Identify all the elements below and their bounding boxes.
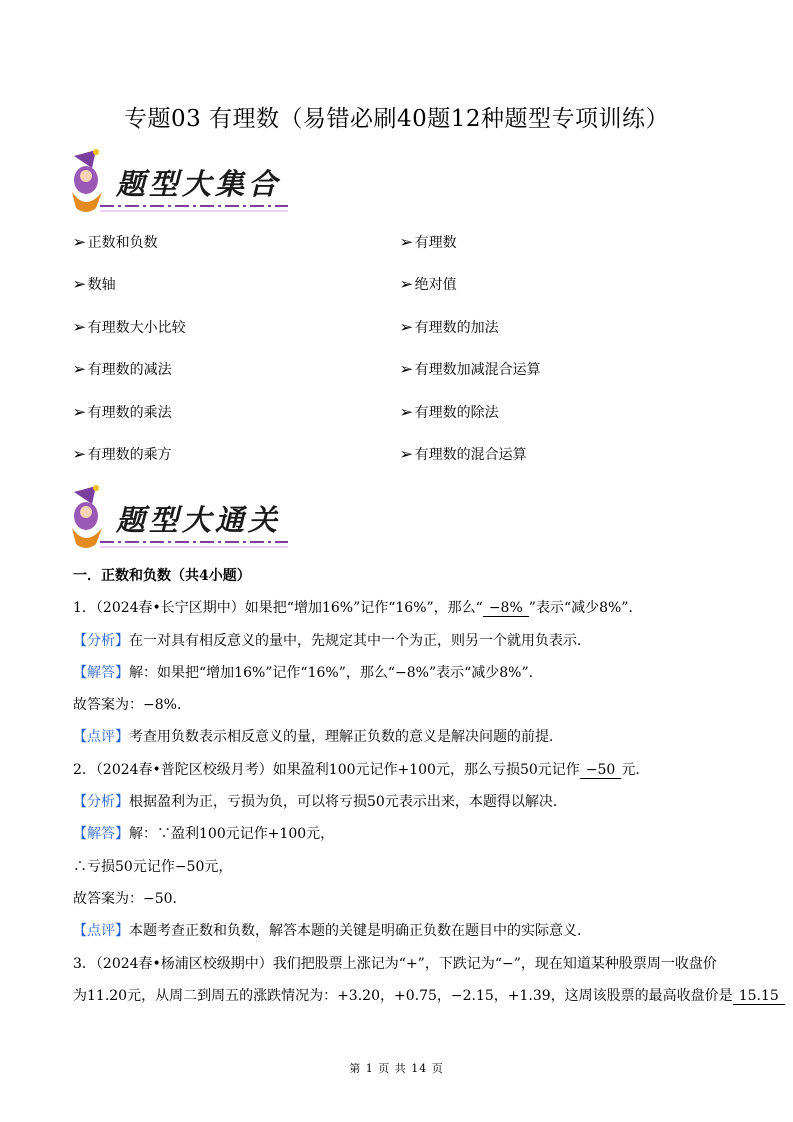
- analysis-tag: 【分析】: [73, 794, 129, 811]
- question-2: 2．（2024春•普陀区校级月考）如果盈利100元记作+100元，那么亏损50元记作 −50 元．: [73, 761, 650, 778]
- q1-result: 故答案为：−8%．: [73, 697, 191, 714]
- answer-blank: −8%: [483, 600, 529, 617]
- topic-item: ➢ 有理数的除法: [399, 402, 499, 421]
- topic-item: ➢ 正数和负数: [72, 232, 158, 251]
- arrow-bullet-icon: ➢: [399, 317, 414, 336]
- q2-step: ∴亏损50元记作−50元，: [73, 858, 233, 875]
- q1-answer: 【解答】解：如果把“增加16%”记作“16%”，那么“−8%”表示“减少8%”．: [73, 664, 543, 681]
- question-3-line-2: 为11.20元，从周二到周五的涨跌情况为：+3.20，+0.75，−2.15，+1.39，这周该股票的最高收盘价是 15.15: [73, 986, 723, 1006]
- section-banner-practice: [66, 484, 298, 556]
- topic-item: ➢ 有理数的乘法: [72, 402, 172, 421]
- topic-item: ➢ 有理数大小比较: [72, 317, 186, 336]
- arrow-bullet-icon: ➢: [72, 232, 87, 251]
- arrow-bullet-icon: ➢: [399, 360, 414, 379]
- q2-answer: 【解答】解：∵盈利100元记作+100元，: [73, 826, 335, 843]
- page-footer: 第 1 页 共 14 页: [349, 1062, 444, 1075]
- arrow-bullet-icon: ➢: [72, 360, 87, 379]
- topic-item: ➢ 数轴: [72, 275, 116, 294]
- section-banner-collection: [66, 148, 298, 220]
- answer-blank: −50: [580, 762, 622, 779]
- arrow-bullet-icon: ➢: [72, 317, 87, 336]
- q1-comment: 【点评】考查用负数表示相反意义的量，理解正负数的意义是解决问题的前提．: [73, 729, 563, 746]
- topic-item: ➢ 有理数: [399, 232, 457, 251]
- q1-analysis: 【分析】在一对具有相反意义的量中，先规定其中一个为正，则另一个就用负表示．: [73, 632, 591, 649]
- topic-item: ➢ 有理数的加法: [399, 317, 499, 336]
- question-1: 1．（2024春•长宁区期中）如果把“增加16%”记作“16%”，那么“ −8% ”表示“减少8%”．: [73, 600, 643, 617]
- arrow-bullet-icon: ➢: [72, 275, 87, 294]
- page-title: 专题03 有理数（易错必刷40题12种题型专项训练）: [123, 106, 670, 132]
- q2-analysis: 【分析】根据盈利为正，亏损为负，可以将亏损50元表示出来，本题得以解决．: [73, 794, 567, 811]
- topic-list: [73, 232, 733, 464]
- arrow-bullet-icon: ➢: [72, 445, 87, 464]
- topic-item: ➢ 有理数的混合运算: [399, 445, 527, 464]
- topic-item: ➢ 有理数加减混合运算: [399, 360, 541, 379]
- question-content: [73, 566, 779, 1018]
- banner-title: 题型大集合: [116, 167, 282, 201]
- comment-tag: 【点评】: [73, 729, 129, 746]
- q2-comment: 【点评】本题考查正数和负数，解答本题的关键是明确正负数在题目中的实际意义．: [73, 923, 591, 940]
- banner-title: 题型大通关: [116, 503, 282, 537]
- q2-result: 故答案为：−50．: [73, 890, 187, 907]
- answer-tag: 【解答】: [73, 826, 129, 843]
- arrow-bullet-icon: ➢: [399, 275, 414, 294]
- question-3-line-1: 3．（2024春•杨浦区校级期中）我们把股票上涨记为“+”，下跌记为“−”，现在知道某种股票周一收盘价: [73, 955, 717, 972]
- arrow-bullet-icon: ➢: [399, 445, 414, 464]
- answer-tag: 【解答】: [73, 664, 129, 681]
- answer-blank: 15.15: [733, 988, 785, 1005]
- topic-item: ➢ 绝对值: [399, 275, 457, 294]
- arrow-bullet-icon: ➢: [72, 402, 87, 421]
- comment-tag: 【点评】: [73, 923, 129, 940]
- topic-item: ➢ 有理数的减法: [72, 360, 172, 379]
- arrow-bullet-icon: ➢: [399, 232, 414, 251]
- section-heading: 一．正数和负数（共4小题）: [73, 568, 251, 584]
- topic-item: ➢ 有理数的乘方: [72, 445, 172, 464]
- arrow-bullet-icon: ➢: [399, 402, 414, 421]
- analysis-tag: 【分析】: [73, 632, 129, 649]
